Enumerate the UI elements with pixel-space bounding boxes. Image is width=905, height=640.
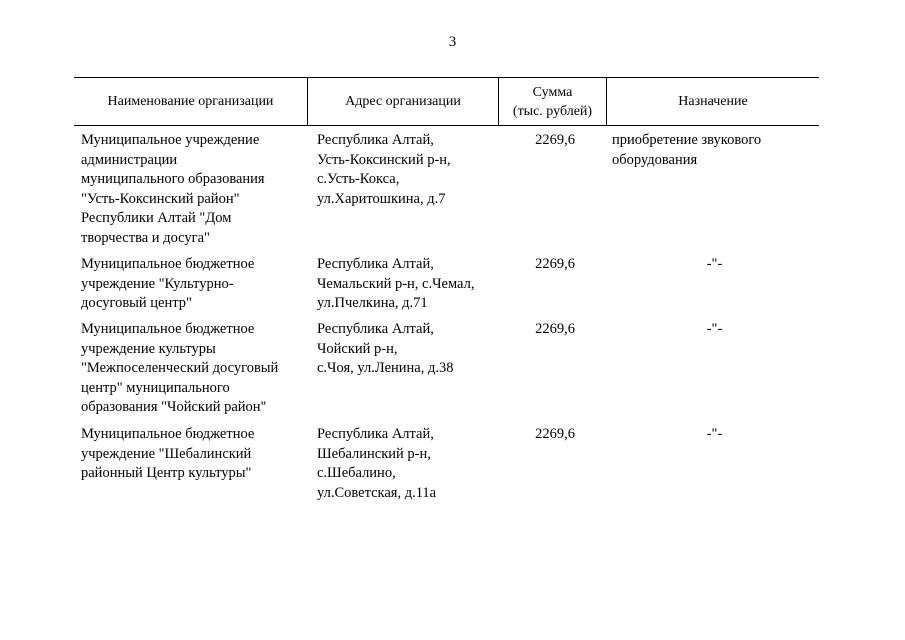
row-address: Республика Алтай, Усть-Коксинский р-н, с.Усть-Кокса, ул.Харитошкина, д.7 [317, 132, 451, 207]
row-address: Республика Алтай, Чойский р-н, с.Чоя, ул.Ленина, д.38 [317, 321, 454, 376]
header-organization: Наименование организации [107, 94, 274, 109]
row-address: Республика Алтай, Шебалинский р-н, с.Шебалино, ул.Советская, д.11а [317, 426, 437, 501]
row-sum: 2269,6 [535, 321, 575, 337]
page-number: 3 [448, 34, 457, 50]
table-header-rule [74, 125, 819, 126]
row-purpose: -"- [706, 321, 723, 337]
header-sum: Сумма (тыс. рублей) [512, 84, 593, 119]
row-sum: 2269,6 [535, 426, 575, 442]
header-address: Адрес организации [345, 94, 461, 109]
row-sum: 2269,6 [535, 132, 575, 148]
row-purpose: -"- [706, 256, 723, 272]
row-sum: 2269,6 [535, 256, 575, 272]
header-purpose: Назначение [678, 94, 748, 109]
row-purpose: -"- [706, 426, 723, 442]
row-organization: Муниципальное бюджетное учреждение "Шебалинский районный Центр культуры" [81, 426, 255, 481]
row-purpose: приобретение звукового оборудования [612, 132, 762, 168]
row-organization: Муниципальное бюджетное учреждение "Культурно- досуговый центр" [81, 256, 255, 311]
row-organization: Муниципальное бюджетное учреждение культуры "Межпоселенческий досуговый центр" муниципального образования "Чойский район" [81, 321, 279, 415]
row-organization: Муниципальное учреждение администрации муниципального образования "Усть-Коксинский район" Республики Алтай "Дом творчества и досуга" [81, 132, 265, 246]
row-address: Республика Алтай, Чемальский р-н, с.Чемал, ул.Пчелкина, д.71 [317, 256, 475, 311]
